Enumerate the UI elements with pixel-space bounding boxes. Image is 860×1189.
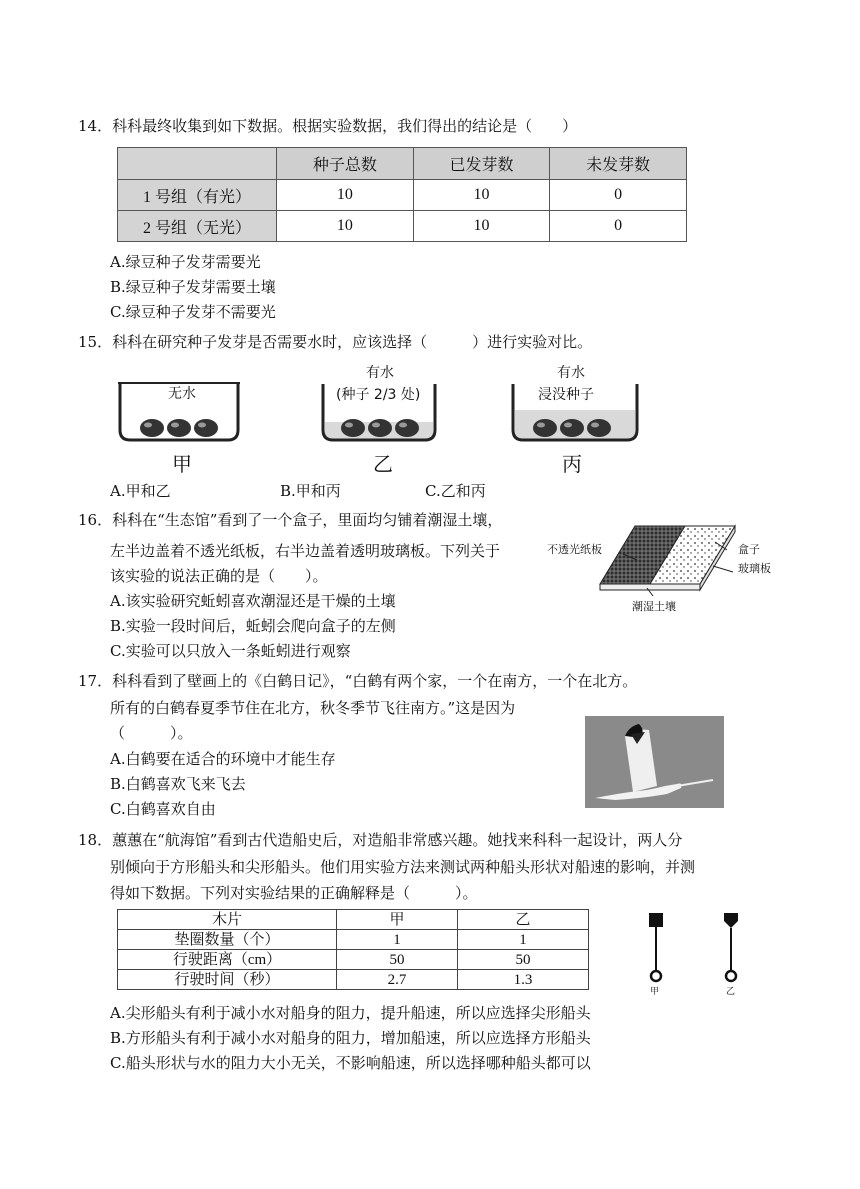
q14-data-table xyxy=(117,147,687,242)
table-cell: 1 xyxy=(337,930,458,950)
table-cell: 10 xyxy=(413,180,550,211)
square-bow-boat xyxy=(649,913,663,981)
q18-stem-line1: 18．蕙蕙在“航海馆”看到古代造船史后，对造船非常感兴趣。她找来科科一起设计，两人分 xyxy=(78,831,683,849)
q17-option-a: A.白鹤要在适合的环境中才能生存 xyxy=(110,750,336,768)
table-cell: 2 号组（无光） xyxy=(118,211,277,242)
cup-bing-sublabel: 浸没种子 xyxy=(538,387,594,403)
cup-yi-label: 有水 xyxy=(366,365,394,381)
cup-jia-label: 无水 xyxy=(168,386,196,402)
table-header-cell: 种子总数 xyxy=(277,148,414,180)
table-header-cell: 未发芽数 xyxy=(550,148,687,180)
table-row xyxy=(118,211,687,242)
white-crane-photo xyxy=(585,716,724,808)
table-cell: 50 xyxy=(337,950,458,970)
q15-option-c: C.乙和丙 xyxy=(425,482,486,500)
q16-stem-line1: 16．科科在“生态馆”看到了一个盒子，里面均匀铺着潮湿土壤， xyxy=(78,511,503,529)
cup-jia-name: 甲 xyxy=(172,452,192,476)
q16-stem-line3: 该实验的说法正确的是（ ）。 xyxy=(110,567,328,585)
q17-stem-line2: 所有的白鹤春夏季节住在北方，秋冬季节飞往南方。”这是因为 xyxy=(110,699,516,717)
table-header-cell xyxy=(118,148,277,180)
q18-option-c: C.船头形状与水的阻力大小无关，不影响船速，所以选择哪种船头都可以 xyxy=(110,1054,591,1072)
cup-yi-name: 乙 xyxy=(373,452,393,476)
q17-stem-line1: 17．科科看到了壁画上的《白鹤日记》，“白鹤有两个家，一个在南方，一个在北方。 xyxy=(78,672,638,690)
table-header-row xyxy=(118,910,589,930)
table-header-cell: 甲 xyxy=(337,910,458,930)
q18-data-table xyxy=(117,909,589,990)
table-cell: 0 xyxy=(550,180,687,211)
figure-label-box: 盒子 xyxy=(738,543,760,556)
q18-option-b: B.方形船头有利于减小水对船身的阻力，增加船速，所以应选择方形船头 xyxy=(110,1029,591,1047)
figure-label-cardboard: 不透光纸板 xyxy=(547,543,602,556)
q17-option-c: C.白鹤喜欢自由 xyxy=(110,800,216,818)
table-cell: 10 xyxy=(277,211,414,242)
q16-stem-line2: 左半边盖着不透光纸板，右半边盖着透明玻璃板。下列关于 xyxy=(110,542,501,560)
q14-option-a: A.绿豆种子发芽需要光 xyxy=(110,253,261,271)
q16-option-a: A.该实验研究蚯蚓喜欢潮湿还是干燥的土壤 xyxy=(110,592,396,610)
q15-option-b: B.甲和丙 xyxy=(280,482,341,500)
table-row xyxy=(118,930,589,950)
cup-bing-name: 丙 xyxy=(562,452,582,476)
table-header-cell: 木片 xyxy=(118,910,337,930)
table-row xyxy=(118,970,589,990)
cup-yi-sublabel: (种子 2/3 处) xyxy=(336,387,421,403)
boat-label-jia: 甲 xyxy=(650,987,660,997)
table-cell: 垫圈数量（个） xyxy=(118,930,337,950)
table-cell: 行驶距离（cm） xyxy=(118,950,337,970)
table-header-cell: 已发芽数 xyxy=(413,148,550,180)
q18-stem-line2: 别倾向于方形船头和尖形船头。他们用实验方法来测试两种船头形状对船速的影响，并测 xyxy=(110,858,696,876)
table-cell: 2.7 xyxy=(337,970,458,990)
q15-option-a: A.甲和乙 xyxy=(110,482,171,500)
table-cell: 行驶时间（秒） xyxy=(118,970,337,990)
q15-stem: 15．科科在研究种子发芽是否需要水时，应该选择（ ）进行实验对比。 xyxy=(78,333,593,351)
q16-option-b: B.实验一段时间后，蚯蚓会爬向盒子的左侧 xyxy=(110,617,396,635)
figure-label-soil: 潮湿土壤 xyxy=(632,600,676,613)
boat-label-yi: 乙 xyxy=(726,987,736,997)
figure-label-glass: 玻璃板 xyxy=(738,562,771,575)
q17-option-b: B.白鹤喜欢飞来飞去 xyxy=(110,775,246,793)
q14-stem: 14．科科最终收集到如下数据。根据实验数据，我们得出的结论是（ ） xyxy=(78,117,578,135)
boat-shapes-figure xyxy=(640,910,750,990)
q17-stem-line3: （ ）。 xyxy=(110,724,193,742)
q16-option-c: C.实验可以只放入一条蚯蚓进行观察 xyxy=(110,642,351,660)
table-header-row xyxy=(118,148,687,180)
table-cell: 0 xyxy=(550,211,687,242)
table-cell: 10 xyxy=(413,211,550,242)
q18-option-a: A.尖形船头有利于减小水对船身的阻力，提升船速，所以应选择尖形船头 xyxy=(110,1004,591,1022)
table-row xyxy=(118,180,687,211)
table-header-cell: 乙 xyxy=(458,910,589,930)
earthworm-box-figure xyxy=(595,520,745,600)
table-cell: 1.3 xyxy=(458,970,589,990)
table-cell: 1 号组（有光） xyxy=(118,180,277,211)
pointed-bow-boat xyxy=(724,913,738,981)
table-row xyxy=(118,950,589,970)
q14-option-b: B.绿豆种子发芽需要土壤 xyxy=(110,278,276,296)
q18-stem-line3: 得如下数据。下列对实验结果的正确解释是（ ）。 xyxy=(110,884,478,902)
table-cell: 1 xyxy=(458,930,589,950)
table-cell: 10 xyxy=(277,180,414,211)
q14-option-c: C.绿豆种子发芽不需要光 xyxy=(110,303,276,321)
cup-bing-label: 有水 xyxy=(557,365,585,381)
table-cell: 50 xyxy=(458,950,589,970)
